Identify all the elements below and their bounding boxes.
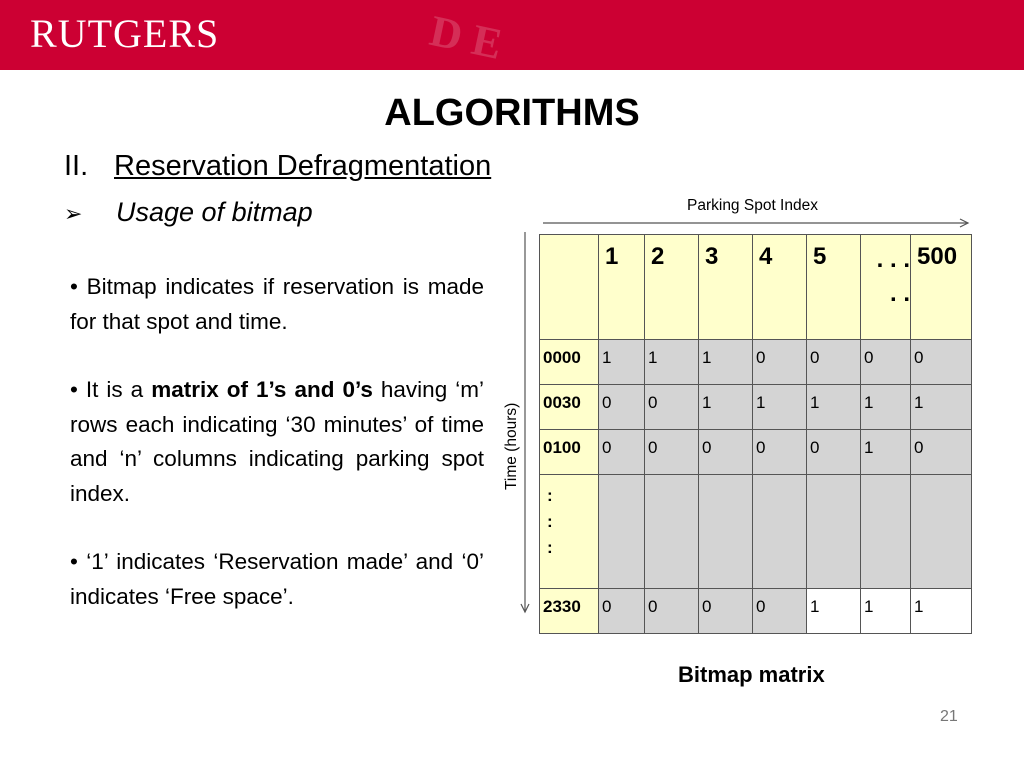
page-number: 21 — [940, 708, 958, 725]
subheading — [64, 197, 313, 228]
table-cell: 0 — [861, 340, 911, 385]
table-cell — [753, 475, 807, 589]
table-cell: 0 — [807, 340, 861, 385]
row-axis-label: Time (hours) — [503, 402, 520, 490]
row-label: 0030 — [540, 385, 599, 430]
row-label: 0100 — [540, 430, 599, 475]
table-corner-cell — [540, 235, 599, 340]
bullet-text: Bitmap indicates if reservation is made for that spot and time. — [70, 274, 484, 334]
column-header: 4 — [753, 235, 807, 340]
table-header-row — [540, 235, 972, 340]
table-cell: 1 — [645, 340, 699, 385]
bullet-item — [70, 545, 484, 614]
bullet-icon: • — [70, 377, 78, 402]
table-cell: 1 — [911, 385, 972, 430]
table-cell: 0 — [699, 589, 753, 634]
table-cell: 0 — [807, 430, 861, 475]
table-cell: 0 — [753, 589, 807, 634]
table-cell: 0 — [645, 385, 699, 430]
subheading-text: Usage of bitmap — [116, 197, 313, 227]
column-header: 3 — [699, 235, 753, 340]
table-cell: 0 — [911, 430, 972, 475]
slide-title: ALGORITHMS — [384, 92, 640, 134]
bullet-icon: • — [70, 274, 78, 299]
table-cell: 0 — [599, 589, 645, 634]
table-cell: 0 — [753, 340, 807, 385]
table-row-ellipsis — [540, 475, 972, 589]
column-header-ellipsis: . . . . . — [861, 235, 911, 340]
arrow-bullet-icon: ➢ — [64, 201, 83, 226]
table-cell: 1 — [861, 385, 911, 430]
column-header: 5 — [807, 235, 861, 340]
bullet-item — [70, 270, 484, 339]
bullet-text: ‘1’ indicates ‘Reservation made’ and ‘0’ indicates ‘Free space’. — [70, 549, 484, 609]
section-number: II. — [64, 150, 89, 182]
column-header: 1 — [599, 235, 645, 340]
section-heading — [64, 150, 491, 183]
table-cell: 1 — [599, 340, 645, 385]
row-axis-arrow-icon — [519, 232, 531, 617]
table-cell: 0 — [645, 589, 699, 634]
column-header: 2 — [645, 235, 699, 340]
table-cell — [911, 475, 972, 589]
table-cell — [599, 475, 645, 589]
table-cell — [861, 475, 911, 589]
column-axis-arrow-icon — [543, 218, 973, 228]
table-row — [540, 340, 972, 385]
table-caption: Bitmap matrix — [678, 662, 825, 687]
table-cell: 0 — [699, 430, 753, 475]
rutgers-logo: RUTGERS — [30, 11, 220, 56]
row-label: 2330 — [540, 589, 599, 634]
table-cell: 1 — [753, 385, 807, 430]
bitmap-table — [539, 234, 972, 634]
table-cell — [807, 475, 861, 589]
column-header: 500 — [911, 235, 972, 340]
bullet-item — [70, 373, 484, 511]
bullet-text-post: having ‘m’ rows each indicating ‘30 minutes’ of time and ‘n’ columns indicating parking spot index. — [70, 377, 484, 506]
bullet-text-bold: matrix of 1’s and 0’s — [151, 377, 373, 402]
table-cell: 1 — [861, 589, 911, 634]
table-cell: 1 — [699, 340, 753, 385]
bullet-text-pre: It is a — [85, 377, 144, 402]
row-label: 0000 — [540, 340, 599, 385]
table-row — [540, 385, 972, 430]
table-cell — [645, 475, 699, 589]
table-cell: 0 — [645, 430, 699, 475]
table-cell: 1 — [911, 589, 972, 634]
row-label-ellipsis: : : : — [540, 475, 599, 589]
table-row — [540, 430, 972, 475]
table-row — [540, 589, 972, 634]
column-axis-label: Parking Spot Index — [687, 197, 818, 214]
bullet-icon: • — [70, 549, 78, 574]
table-cell: 0 — [599, 430, 645, 475]
table-cell: 1 — [861, 430, 911, 475]
table-cell: 0 — [911, 340, 972, 385]
seal-watermark: D E — [425, 6, 507, 69]
table-cell: 1 — [807, 385, 861, 430]
table-cell: 0 — [753, 430, 807, 475]
table-cell: 1 — [807, 589, 861, 634]
section-text: Reservation Defragmentation — [114, 150, 492, 182]
table-cell — [699, 475, 753, 589]
header-bar — [0, 0, 1024, 70]
table-cell: 0 — [599, 385, 645, 430]
table-cell: 1 — [699, 385, 753, 430]
bullet-list — [70, 270, 484, 648]
